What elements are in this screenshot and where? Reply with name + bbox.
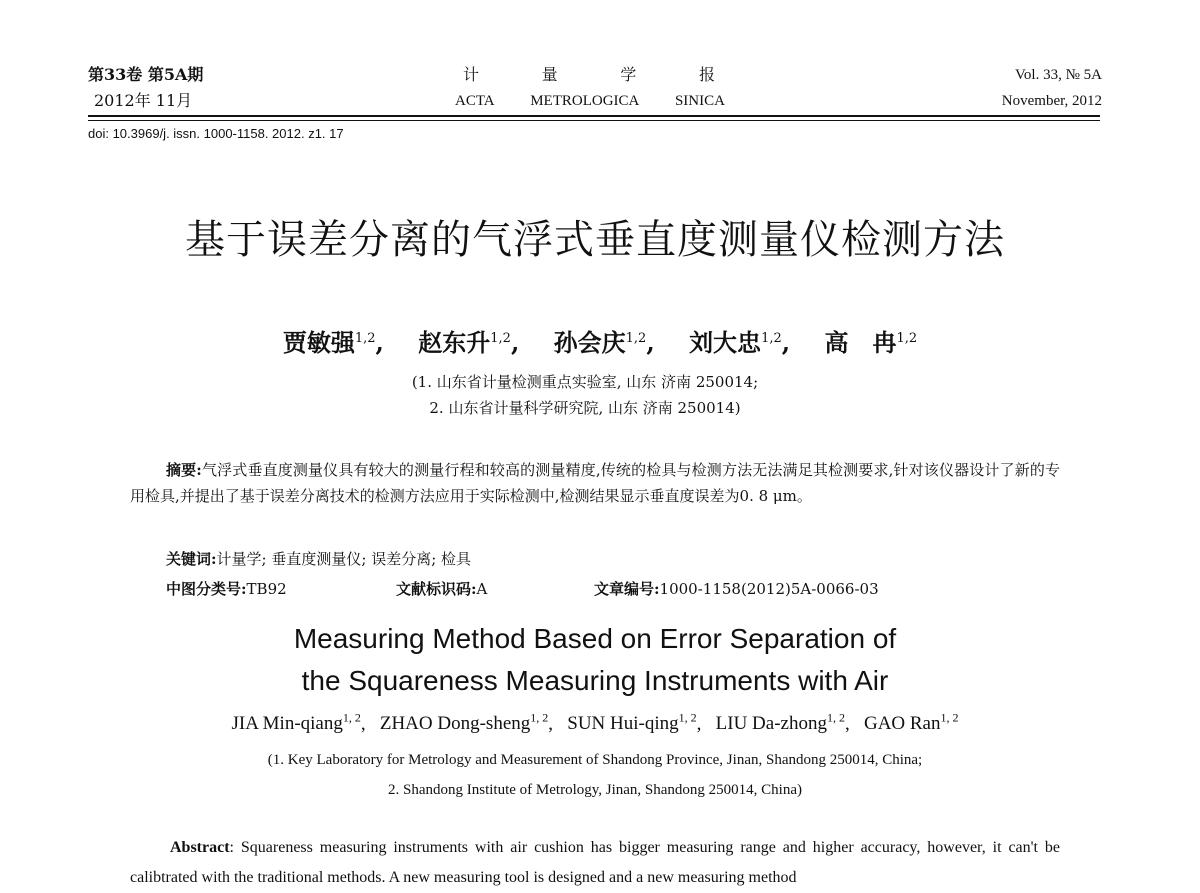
journal-header-left <box>88 62 203 114</box>
abstract-cn-text: 气浮式垂直度测量仪具有较大的测量行程和较高的测量精度,传统的检具与检测方法无法满足其检测要求,针对该仪器设计了新的专用检具,并提出了基于误差分离技术的检测方法应用于实际检测中,检测结果显示垂直度误差为0. 8 μm。 <box>130 461 1060 505</box>
author-cn: 刘大忠$^{1,2}$ <box>689 328 782 357</box>
header-rule-thick <box>88 115 1100 117</box>
classification-row <box>166 578 879 599</box>
author-en: ZHAO Dong-sheng$^{1, 2}$ <box>379 711 549 735</box>
journal-word: SINICA <box>674 93 725 109</box>
journal-name-en <box>455 88 725 114</box>
date-en: November, 2012 <box>1001 93 1102 109</box>
abstract-en-label: Abstract <box>170 839 230 856</box>
paper-title-cn: 基于误差分离的气浮式垂直度测量仪检测方法 <box>185 217 1005 263</box>
article-number: 文章编号:1000-1158(2012)5A-0066-03 <box>594 580 879 598</box>
journal-name-cn <box>455 62 725 88</box>
abstract-cn <box>130 457 1060 509</box>
journal-char: 报 <box>698 65 715 84</box>
affiliations-cn <box>0 369 1170 421</box>
abstract-en <box>130 833 1060 893</box>
volume-en: Vol. 33, № 5A <box>1015 67 1102 83</box>
affiliation-en: (1. Key Laboratory for Metrology and Measurement of Shandong Province, Jinan, Shandong 250014, China; <box>267 752 923 768</box>
author-cn: 贾敏强$^{1,2}$ <box>282 328 376 357</box>
abstract-cn-label: 摘要: <box>166 461 202 479</box>
authors-en: JIA Min-qiang$^{1, 2}$, ZHAO Dong-sheng$^{1, 2}$, SUN Hui-qing$^{1, 2}$, LIU Da-zhong$^{1, 2}$, GAO Ran$^{1, 2}$ <box>231 711 959 735</box>
journal-header-center <box>455 62 725 114</box>
volume-issue-cn: 第33卷 第5A期 <box>88 65 204 84</box>
title-en-line: Measuring Method Based on Error Separation of <box>293 623 897 654</box>
author-en: SUN Hui-qing$^{1, 2}$ <box>567 711 697 735</box>
paper-title-en <box>0 618 1190 702</box>
clc-code: 中图分类号:TB92 <box>166 580 287 598</box>
header-rule-thin <box>88 120 1100 121</box>
title-en-line: the Squareness Measuring Instruments with Air <box>301 665 889 696</box>
journal-word: METROLOGICA <box>530 93 640 109</box>
author-en: LIU Da-zhong$^{1, 2}$ <box>715 711 845 735</box>
author-cn: 孙会庆$^{1,2}$ <box>553 328 647 357</box>
author-cn: 高 冉$^{1,2}$ <box>824 328 918 357</box>
document-code: 文献标识码:A <box>396 580 488 598</box>
date-cn: 2012年 11月 <box>94 91 193 110</box>
journal-char: 学 <box>620 65 637 84</box>
doi-line: doi: 10.3969/j. issn. 1000-1158. 2012. z1. 17 <box>88 126 344 141</box>
author-en: GAO Ran$^{1, 2}$ <box>863 711 959 735</box>
affiliation-en: 2. Shandong Institute of Metrology, Jinan, Shandong 250014, China) <box>388 782 802 798</box>
journal-char: 计 <box>463 65 480 84</box>
journal-word: ACTA <box>455 93 495 109</box>
affiliation-cn: (1. 山东省计量检测重点实验室, 山东 济南 250014; <box>411 373 759 391</box>
abstract-en-text: : Squareness measuring instruments with air cushion has bigger measuring range and higher accuracy, however, it can't be calibtrated with the traditional methods. A new measuring tool is designed and a new measuring method <box>130 839 1060 886</box>
author-cn: 赵东升$^{1,2}$ <box>418 328 511 357</box>
keywords-cn-text: 计量学; 垂直度测量仪; 误差分离; 检具 <box>216 550 472 568</box>
keywords-cn-label: 关键词: <box>166 550 217 568</box>
authors-cn: 贾敏强$^{1,2}$, 赵东升$^{1,2}$, 孙会庆$^{1,2}$, 刘大忠$^{1,2}$, 高 冉$^{1,2}$ <box>282 328 918 357</box>
author-en: JIA Min-qiang$^{1, 2}$ <box>231 711 361 735</box>
affiliations-en <box>0 745 1190 805</box>
affiliation-cn: 2. 山东省计量科学研究院, 山东 济南 250014) <box>429 399 741 417</box>
journal-char: 量 <box>541 65 558 84</box>
keywords-cn <box>166 548 471 569</box>
journal-header-right <box>1002 62 1102 114</box>
